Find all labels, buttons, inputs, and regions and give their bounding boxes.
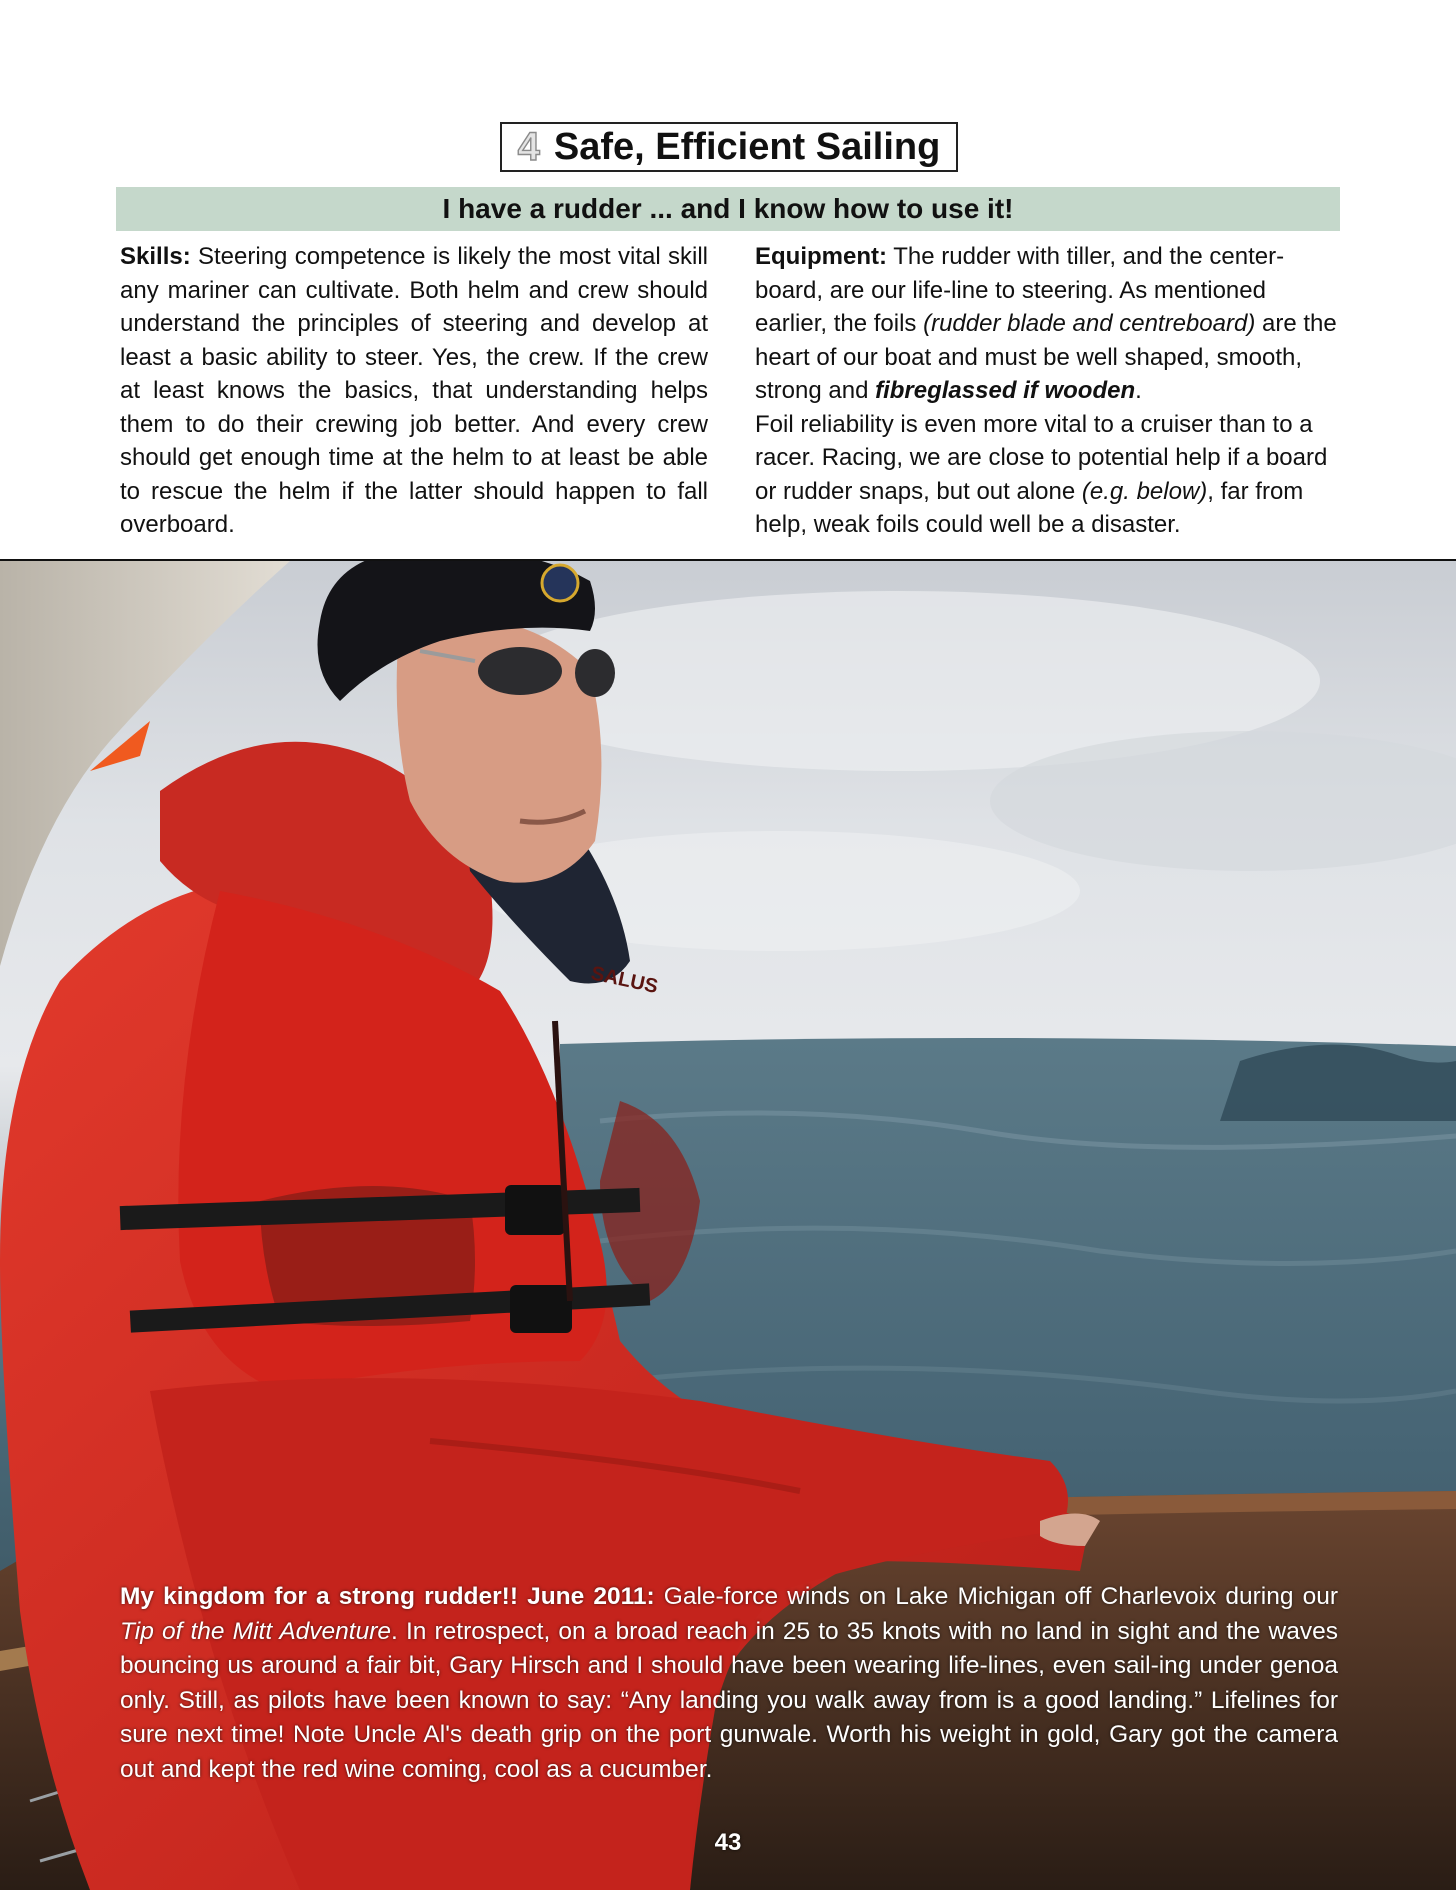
equipment-paragraph [755, 240, 1343, 542]
caption-adventure-name: Tip of the Mitt Adventure [120, 1617, 392, 1645]
equipment-label: Equipment: [755, 243, 887, 270]
skills-text: Steering competence is likely the most vital skill any mariner can cultivate. Both helm and crew should understand the principles of steering and develop at least a basic ability to steer. Yes, the crew. If the crew at least knows the basics, that understanding helps them to do their crewing job better. And every crew should get enough time at the helm to at least be able to rescue the helm if the latter should happen to fall overboard. [120, 243, 708, 538]
equipment-emphasis: fibreglassed if wooden [875, 377, 1136, 404]
skills-paragraph [120, 240, 708, 542]
equipment-text-4: Foil reliability is even more vital to a cruiser than to a racer. Racing, we are close to potential help if a board or rudder snaps, but out alone [755, 410, 1328, 505]
caption-text-2: . In retrospect, on a broad reach in 25 to 35 knots with no land in sight and the waves bouncing us around a fair bit, Gary Hirsch and I should have been wearing life-lines, even sail-ing under genoa only. Still, as pilots have been known to say: “Any landing you walk away from is a good landing.” Lifelines for sure next time! Note Uncle Al's death grip on the port gunwale. Worth his weight in gold, Gary got the camera out and kept the red wine coming, cool as a cucumber. [120, 1617, 1338, 1783]
equipment-foils-note: (rudder blade and centreboard) [923, 310, 1256, 337]
equipment-text-5: , far from help, weak foils could well be a disaster. [755, 477, 1304, 538]
photo-caption [120, 1580, 1338, 1787]
skills-label: Skills: [120, 243, 191, 270]
equipment-text-3: . [1135, 377, 1142, 404]
caption-text-1: Gale-force winds on Lake Michigan off Charlevoix during our [654, 1583, 1338, 1610]
equipment-text-2: are the heart of our boat and must be well shaped, smooth, strong and [755, 310, 1337, 404]
vest-brand-label: SALUS [588, 962, 660, 998]
section-subtitle: I have a rudder ... and I know how to use it! [116, 187, 1340, 231]
chapter-title-box [500, 122, 958, 172]
page-number: 43 [714, 1829, 742, 1856]
caption-lead: My kingdom for a strong rudder!! June 2011: [120, 1583, 655, 1610]
chapter-title: Safe, Efficient Sailing [553, 125, 941, 168]
equipment-example-note: (e.g. below) [1081, 477, 1208, 505]
chapter-number: 4 [517, 125, 540, 169]
equipment-text-1: The rudder with tiller, and the center-board, are our life-line to steering. As mentioned earlier, the foils [755, 243, 1285, 337]
